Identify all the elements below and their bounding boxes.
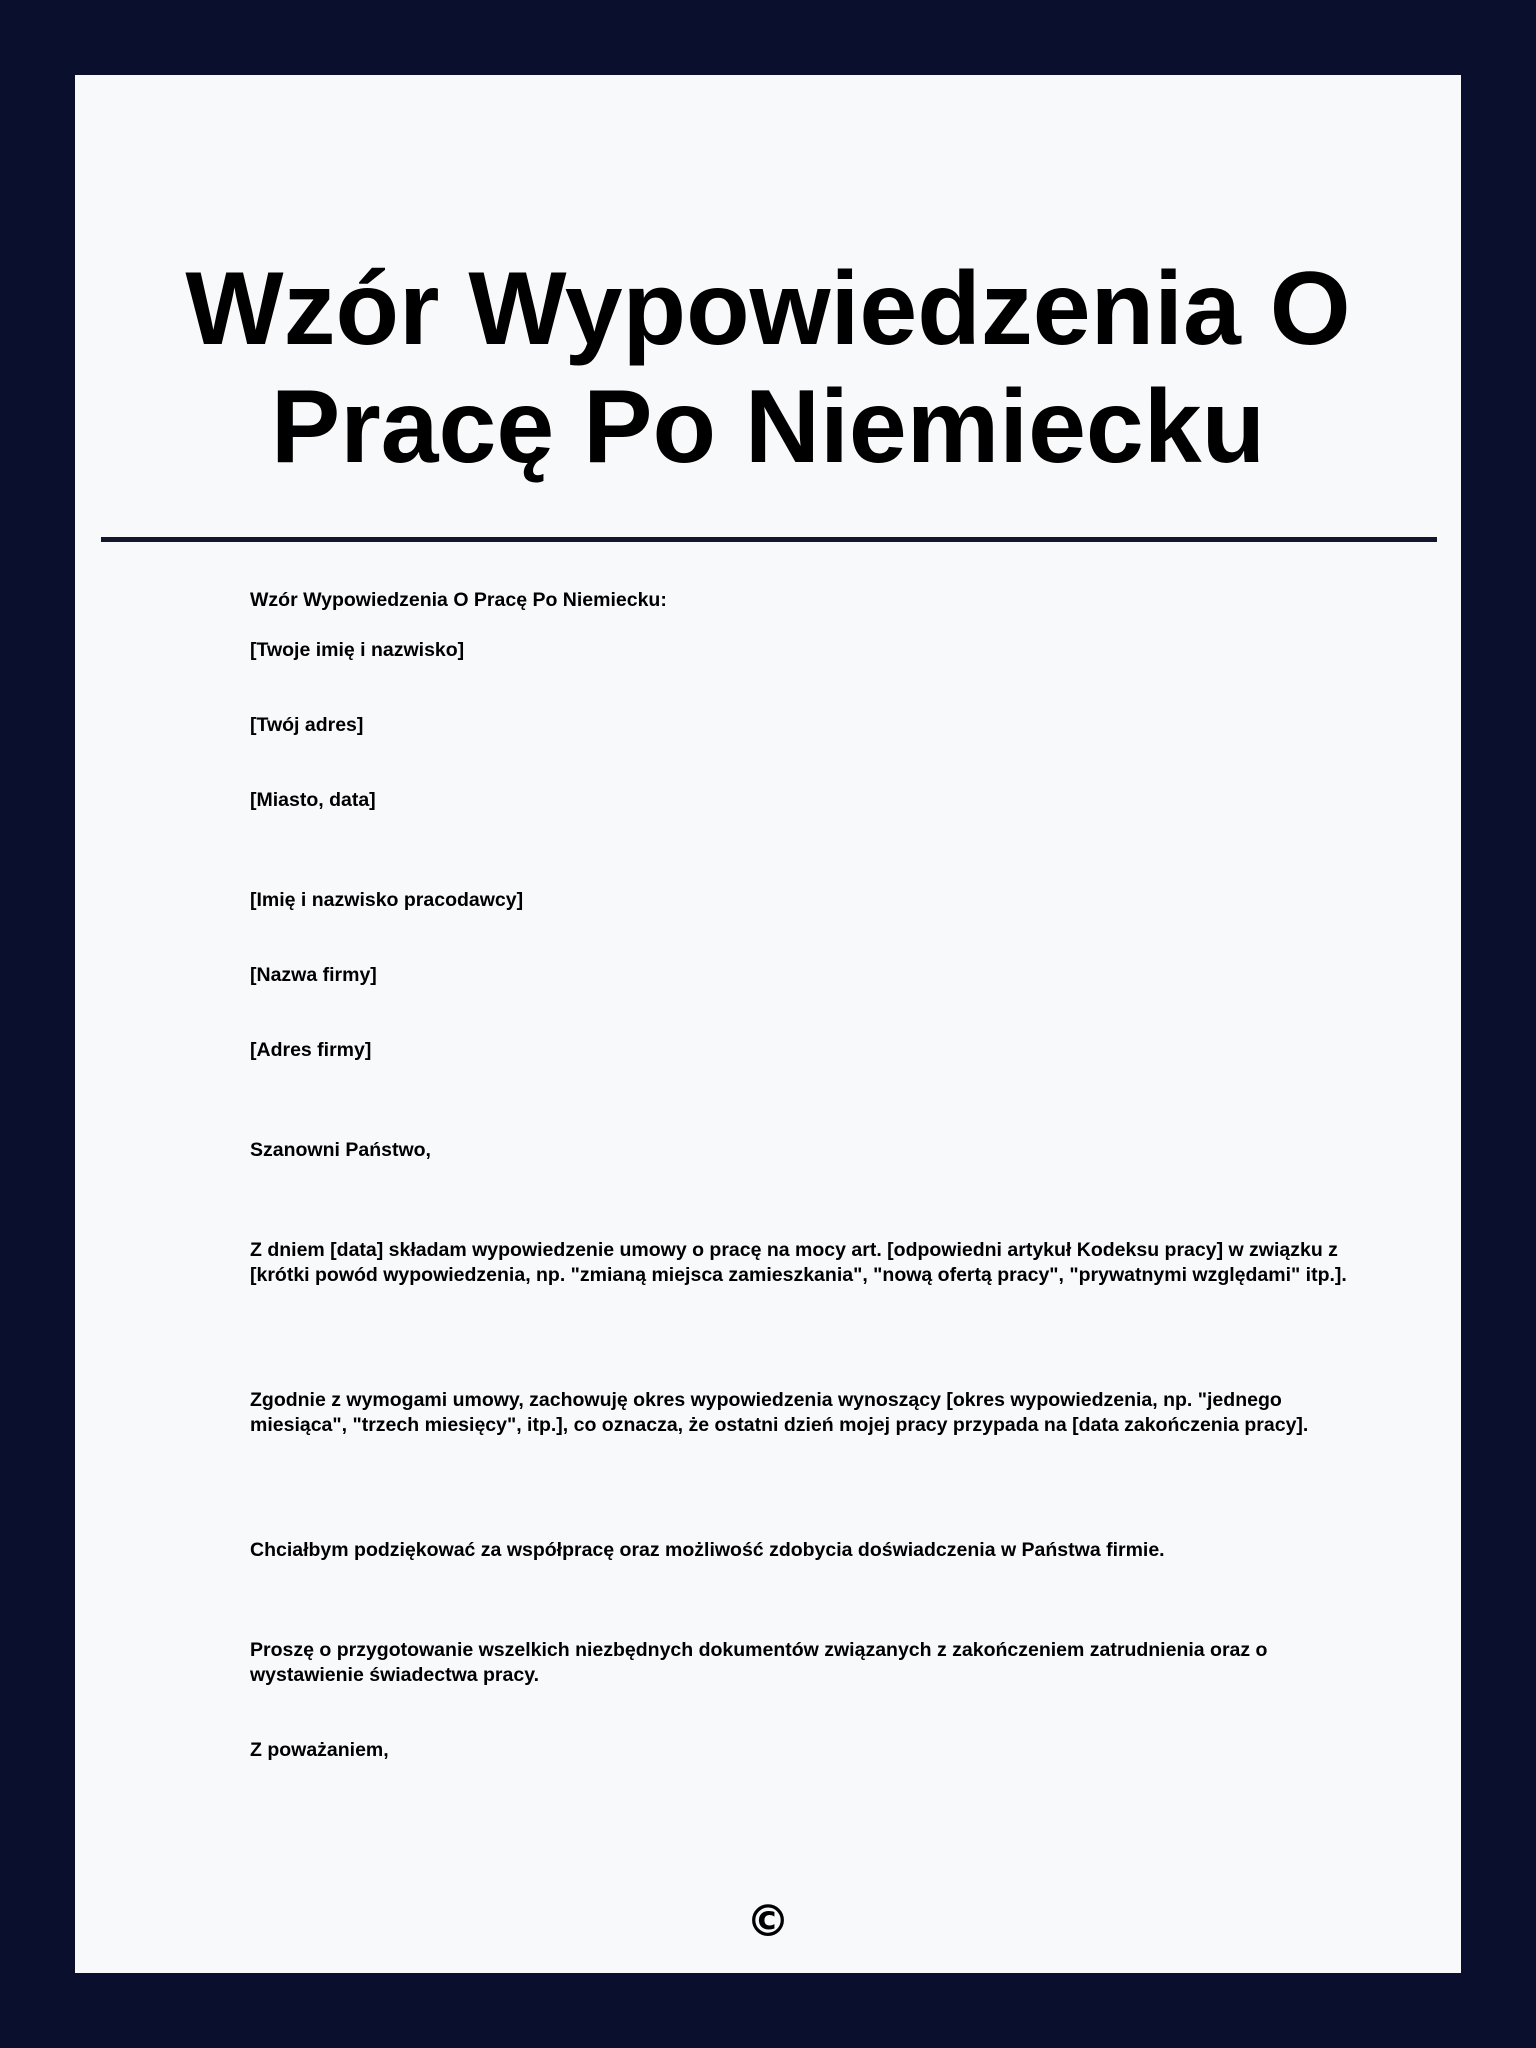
company-name: [Nazwa firmy] — [250, 964, 377, 986]
closing: Z poważaniem, — [250, 1739, 389, 1761]
sender-address: [Twój adres] — [250, 714, 364, 736]
paragraph-notice: Z dniem [data] składam wypowiedzenie umowy o pracę na mocy art. [odpowiedni artykuł Kodeksu pracy] w związku z [krótki powód wypowiedzenia, np. "zmianą miejsca zamieszkania", "nową ofertą pracy", "prywatnymi względami" itp.]. — [250, 1239, 1347, 1286]
copyright-icon: © — [746, 1896, 790, 1947]
city-date: [Miasto, data] — [250, 789, 376, 811]
paragraph-documents: Proszę o przygotowanie wszelkich niezbędnych dokumentów związanych z zakończeniem zatrudnienia oraz o wystawienie świadectwa pracy. — [250, 1639, 1268, 1686]
page-title: Wzór Wypowiedzenia O Pracę Po Niemiecku — [185, 251, 1351, 485]
paragraph-thanks: Chciałbym podziękować za współpracę oraz możliwość zdobycia doświadczenia w Państwa firmie. — [250, 1539, 1165, 1561]
paragraph-notice-period: Zgodnie z wymogami umowy, zachowuję okres wypowiedzenia wynoszący [okres wypowiedzenia, np. "jednego miesiąca", "trzech miesięcy", itp.], co oznacza, że ostatni dzień mojej pracy przypada na [data zakończenia pracy]. — [250, 1389, 1309, 1436]
company-address: [Adres firmy] — [250, 1039, 372, 1061]
document-sheet — [75, 75, 1461, 1973]
salutation: Szanowni Państwo, — [250, 1139, 431, 1161]
letter-heading: Wzór Wypowiedzenia O Pracę Po Niemiecku: — [250, 589, 667, 611]
employer-name: [Imię i nazwisko pracodawcy] — [250, 889, 524, 911]
sender-name: [Twoje imię i nazwisko] — [250, 639, 465, 661]
title-divider — [101, 537, 1437, 542]
